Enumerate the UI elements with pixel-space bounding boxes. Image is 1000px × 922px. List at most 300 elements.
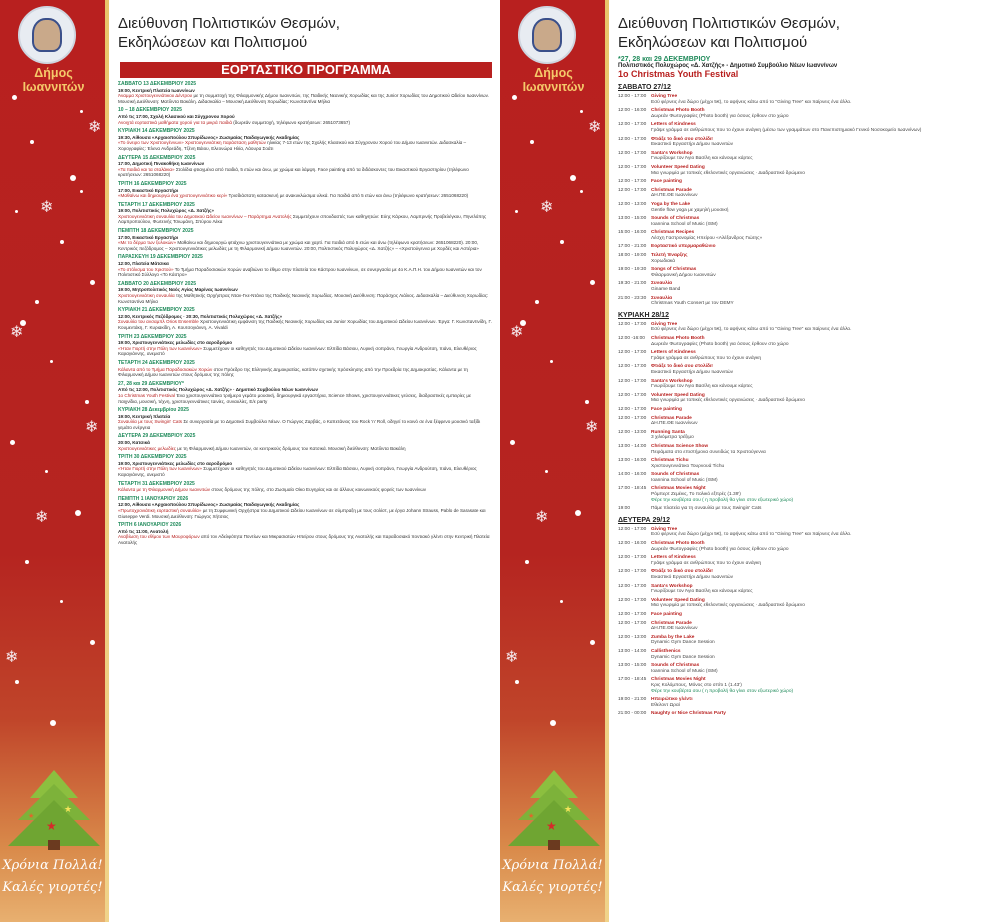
snow-dot <box>575 510 581 516</box>
event-block <box>118 229 492 251</box>
event-place: 12:00, Αίθουσα «Αρχαιοπούλου Σπυρίδωνος» Ζωσιμαίας Παιδαγωγικής Ακαδημίας <box>118 502 300 508</box>
event-place: 20:00, Κατσικά <box>118 440 150 446</box>
event-text: Συμμετέχουν σπουδαστές των καθηγητών: Εύης Κάρκου, Λαμπρινής Προβελέγκου, Πηνελόπης Λαμπροπούλου, Φωτεινής Τσιωμάνη, Σπύρου Λέκα <box>118 213 487 225</box>
event-place: Από τις 12:00, Πολιτιστικός Πολυχώρος «Δ. Χατζής» · Δημοτικό Συμβούλιο Νέων Ιωαννίνων <box>118 387 319 393</box>
schedule-desc: Μια γνωριμία με τοπικές εθελοντικές οργανώσεις · Διαδραστικό δρώμενο <box>651 603 805 609</box>
schedule-body <box>651 677 793 694</box>
schedule-time: 12:00 - 13:00 <box>618 429 647 435</box>
snow-dot <box>550 720 556 726</box>
schedule-body <box>651 322 851 333</box>
program-page-right <box>500 0 1000 922</box>
event-block <box>118 182 492 199</box>
event-description <box>118 293 492 304</box>
schedule-desc: 3 χιλιόμετρα τρέξιμο <box>651 435 694 441</box>
event-title: «Με το δέρμα των ξυλοκών» <box>118 240 178 246</box>
svg-text:★: ★ <box>46 819 57 833</box>
schedule-body <box>651 541 789 552</box>
snow-dot <box>90 280 95 285</box>
event-date: ΚΥΡΙΑΚΗ 28 Δεκεμβρίου 2025 <box>118 407 189 414</box>
event-text: Χριστουγεννιάτικη εμφάνιση της Παιδικής Νεανικής Χορωδίας και Junior Χορωδίας του Δημοτικού Ωδείου Ιωαννίνων. Έργα: Γ. Κωνσταντινίδη, Γ. Κουμεντάκη, Γ. Κυριακίδη, Α. Κουτσογιάννη, A. Vivaldi <box>118 319 492 330</box>
schedule-title: Letters of Kindness <box>651 350 696 356</box>
schedule-body <box>651 598 805 609</box>
schedule-desc: Εικαστικό Εργαστήρι Δήμου Ιωαννιτών <box>651 369 734 375</box>
schedule-desc: Εσύ φέρνεις ένα δώρο (μέχρι 5€), το αφήνεις κάτω από το "Giving Tree" και παίρνεις ένα άλλο. <box>651 327 852 333</box>
snow-dot <box>585 400 589 404</box>
schedule-time: 12:00 - 16:00 <box>618 108 647 114</box>
schedule-time: 21:00 - 00:00 <box>618 711 647 717</box>
event-text: από τον Αδελφότητα Ποντίων και Μικρασιατών Ηπείρου στους δρόμους της Ανατολής και παραδοσιακό ποντιακό γλέντι στην Κεντρική Πλατεία Ανατολής <box>118 534 490 545</box>
event-text: στους δρόμους της πόλης, στο Ζωσιμαίο Οίκο Ευγηρίας και σε άλλους κοινωνικούς φορείς των Ιωαννίνων <box>211 487 427 493</box>
schedule-item <box>618 188 992 199</box>
schedule-desc: Μια γνωριμία με τοπικές εθελοντικές οργανώσεις · Διαδραστικό δρώμενο <box>651 170 805 176</box>
event-block <box>118 203 492 225</box>
schedule-title: Letters of Kindness <box>651 122 696 128</box>
event-date: ΤΕΤΑΡΤΗ 24 ΔΕΚΕΜΒΡΙΟΥ 2025 <box>118 359 195 366</box>
snow-dot <box>80 190 83 193</box>
schedule-time: 12:00 - 17:00 <box>618 364 647 370</box>
schedule-item <box>618 635 992 646</box>
schedule-title: Christmas Science Show <box>651 443 709 449</box>
schedule-item <box>618 612 992 618</box>
schedule-time: 12:00 - 17:00 <box>618 611 647 617</box>
schedule-item <box>618 569 992 580</box>
event-title: Άναμμα Χριστουγεννιάτικου Δέντρου <box>118 93 194 99</box>
event-block <box>118 523 492 545</box>
schedule-time: 12:00 - 17:00 <box>618 321 647 327</box>
schedule-item <box>618 458 992 469</box>
christmas-tree-icon <box>508 770 600 850</box>
event-place: Από τις 17:00, Σχολή Κλασικού και Σύγχρονου Χορού <box>118 113 235 119</box>
event-date: ΣΑΒΒΑΤΟ 13 ΔΕΚΕΜΒΡΙΟΥ 2025 <box>118 81 197 87</box>
schedule-desc: Ioannina School of Music (ISM) <box>651 221 718 227</box>
event-description <box>118 534 492 545</box>
event-title: Χριστουγεννιάτικη συναυλία του Δημοτικού Ωδείου Ιωαννίνων – Παράρτημα Ανατολής <box>118 213 293 219</box>
snow-dot <box>45 470 48 473</box>
event-title: «Τα παιδιά και τα σταλάκια» <box>118 166 176 172</box>
municipality-name: Δήμος Ιωαννιτών <box>522 66 585 94</box>
event-place: 17:00, Εικαστικό Εργαστήρι <box>118 234 179 240</box>
event-description <box>118 267 492 278</box>
schedule-item <box>618 244 992 250</box>
event-title: «Πρωτοχρονιάτικη εορταστική συναυλία» <box>118 508 203 513</box>
schedule-title: Zumba by the Lake <box>651 634 695 640</box>
event-date: ΠΕΜΠΤΗ 18 ΔΕΚΕΜΒΡΙΟΥ 2025 <box>118 228 194 235</box>
schedule-time: 12:00 - 17:00 <box>618 378 647 384</box>
schedule-body <box>651 216 718 227</box>
schedule-title: Volunteer Speed Dating <box>651 164 705 170</box>
schedule-body <box>651 281 680 292</box>
department-title-line-2: Εκδηλώσεων και Πολιτισμού <box>618 34 808 51</box>
schedule-desc: Ioannina School of Music (ISM) <box>651 668 718 674</box>
program-title-banner: ΕΟΡΤΑΣΤΙΚΟ ΠΡΟΓΡΑΜΜΑ <box>120 62 492 78</box>
snow-dot <box>80 110 83 113</box>
schedule-time: 17:00 - 21:00 <box>618 244 647 250</box>
event-block <box>118 308 492 330</box>
event-block <box>118 255 492 277</box>
schedule-time: 13:00 - 15:00 <box>618 663 647 669</box>
schedule-time: 13:00 - 15:00 <box>618 216 647 222</box>
schedule-time: 19:00 - 19:30 <box>618 267 647 273</box>
schedule-body <box>651 267 716 278</box>
event-date: ΤΕΤΑΡΤΗ 31 ΔΕΚΕΜΒΡΙΟΥ 2025 <box>118 480 195 487</box>
event-date: ΠΕΜΠΤΗ 1 ΙΑΝΟΥΑΡΙΟΥ 2026 <box>118 495 189 502</box>
schedule-title: Santa's Workshop <box>651 378 693 384</box>
event-text: Μαθαίνω και δημιουργώ φτιάχνω χριστουγεννιάτικα με χρώμα και χαρτί. Για παιδιά από 5 ετών και άνω (τηλέφωνο κρατήσεων: 2651068220). 20:00, Κεντρικός πεζόδρομος – Χριστουγεννιάτικες μελωδίες με τη Φιλαρμονική Δήμου Ιωαννιτών. 20:00, Πολιτιστικός Πολυχώρος «Δ. Χατζής» – «Χριστούγεννα με Χορδές και Αστέρια» <box>118 240 479 251</box>
schedule-item <box>618 202 992 213</box>
schedule-title: Sounds of Christmas <box>651 663 700 669</box>
schedule-desc: Εσύ φέρνεις ένα δώρο (μέχρι 5€), το αφήνεις κάτω από το "Giving Tree" και παίρνεις ένα άλλο. <box>651 99 852 105</box>
schedule-body <box>651 527 851 538</box>
festival-schedule <box>618 84 992 717</box>
schedule-body <box>651 621 698 632</box>
event-place: 12:00, Κεντρικός Πεζόδρομος · 20:30, Πολιτιστικός Πολυχώρος «Δ. Χατζής» <box>118 313 283 319</box>
snow-dot <box>570 175 576 181</box>
schedule-item <box>618 151 992 162</box>
schedule-time: 12:00 - 17:00 <box>618 526 647 532</box>
svg-text:★: ★ <box>546 819 557 833</box>
schedule-body <box>651 612 682 618</box>
municipality-logo-icon <box>518 6 576 64</box>
event-title: Ανοιχτά εορταστικά μαθήματα χορού για τα μικρά παιδιά <box>118 119 234 125</box>
event-text: με τη Φιλαρμονική Δήμου Ιωαννιτών, σε κεντρικούς δρόμους του Κατσικά. Μουσική διεύθυνση: Ματίλντα Βακάλη <box>177 445 406 451</box>
schedule-title: Songs of Christmas <box>651 267 697 273</box>
schedule-title: Φτιάξε το δικό σου στολίδι! <box>651 136 713 142</box>
schedule-item <box>618 527 992 538</box>
schedule-time: 12:00 - 17:00 <box>618 620 647 626</box>
schedule-title: Συναυλία <box>651 295 673 301</box>
schedule-desc: Φιλαρμονική Δήμου Ιωαννιτών <box>651 272 716 278</box>
schedule-time: 12:00 - 13:00 <box>618 634 647 640</box>
snow-dot <box>525 560 529 564</box>
svg-text:★: ★ <box>28 813 35 820</box>
event-block <box>118 282 492 304</box>
event-title: «Ήταν Γιορτή στην Πόλη των Ιωαννίνων» <box>118 345 204 351</box>
schedule-body <box>651 230 762 241</box>
snow-dot <box>60 600 63 603</box>
event-title: Αναβίωση του εθίμου των Μαυροφόρων <box>118 534 201 540</box>
schedule-body <box>651 393 805 404</box>
schedule-title: Volunteer Speed Dating <box>651 392 705 398</box>
event-text: στον Πρόεδρο της Ελληνικής Δημοκρατίας, κατόπιν σχετικής πρόσκλησης από την Προεδρία της Δημοκρατίας. Κάλαντα με τη Φιλαρμονική Δήμου Ιωαννιτών στους δρόμους της πόλης <box>118 366 468 378</box>
schedule-desc: Εσύ φέρνεις ένα δώρο (μέχρι 5€), το αφήνεις κάτω από το "Giving Tree" και παίρνεις ένα άλλο. <box>651 532 852 538</box>
event-title: Χριστουγεννιάτικες μελωδίες <box>118 445 178 451</box>
schedule-item <box>618 555 992 566</box>
christmas-tree-icon <box>8 770 100 850</box>
snow-dot <box>15 680 19 684</box>
snow-dot <box>90 640 95 645</box>
schedule-time: 12:00 - 17:00 <box>618 597 647 603</box>
schedule-desc: Δωρεάν Φωτογραφίες (Photo booth) για όσους έρθουν στο χώρο <box>651 546 789 552</box>
department-title-line-2: Εκδηλώσεων και Πολιτισμού <box>118 34 308 51</box>
schedule-time: 13:00 - 14:00 <box>618 648 647 654</box>
event-place: 19:00, Μητροπολιτικός Ναός Αγίας Μαρίνας Ιωαννίνων <box>118 287 238 293</box>
snow-dot <box>535 300 539 304</box>
event-date: 27, 28 και 29 ΔΕΚΕΜΒΡΙΟΥ* <box>118 380 184 387</box>
schedule-item <box>618 486 992 503</box>
snowflake-icon: ❄ <box>505 649 519 666</box>
schedule-desc: Christmas Youth Consert με τον DEMY <box>651 301 734 307</box>
schedule-time: 12:00 - 17:00 <box>618 136 647 142</box>
schedule-time: 12:00 - 17:00 <box>618 569 647 575</box>
schedule-time: 12:00 - 17:00 <box>618 150 647 156</box>
svg-text:★: ★ <box>528 813 535 820</box>
schedule-desc: Δωρεάν Φωτογραφίες (Photo booth) για όσους έρθουν στο χώρο <box>651 113 789 119</box>
schedule-body <box>651 416 698 427</box>
schedule-item <box>618 598 992 609</box>
department-title-line-1: Διεύθυνση Πολιτιστικών Θεσμών, <box>118 15 340 32</box>
event-title: «Μαθαίνω και δημιουργώ ένα χριστουγεννιάτικο κερί» <box>118 193 229 199</box>
schedule-item <box>618 697 992 708</box>
schedule-body <box>651 407 682 413</box>
snow-dot <box>510 440 515 445</box>
event-date: ΠΑΡΑΣΚΕΥΗ 19 ΔΕΚΕΜΒΡΙΟΥ 2025 <box>118 254 203 261</box>
band-gold-edge <box>605 0 609 922</box>
event-title: Χριστουγεννιάτικη συναυλία <box>118 293 176 298</box>
schedule-body <box>651 555 761 566</box>
event-description <box>118 367 492 378</box>
snowflake-icon: ❄ <box>85 419 99 436</box>
schedule-body <box>651 506 761 512</box>
schedule-item <box>618 267 992 278</box>
event-description <box>118 140 492 151</box>
schedule-title: Yoga by the Lake <box>651 201 691 207</box>
event-text: Τρισδιάστατη κατασκευή με ανακυκλώσιμα υλικά. Για παιδιά από 5 ετών και άνω (τηλέφωνο κρατήσεων: 2651068220) <box>228 193 469 199</box>
schedule-body <box>651 296 734 307</box>
snow-dot <box>12 95 17 100</box>
schedule-title: Santa's Workshop <box>651 583 693 589</box>
event-description <box>118 319 492 330</box>
event-date: ΤΡΙΤΗ 30 ΔΕΚΕΜΒΡΙΟΥ 2025 <box>118 454 187 461</box>
snow-dot <box>75 510 81 516</box>
schedule-body <box>651 253 687 264</box>
event-date: ΚΥΡΙΑΚΗ 21 ΔΕΚΕΜΒΡΙΟΥ 2025 <box>118 307 195 314</box>
schedule-desc: Dynamic Gym Dance Session <box>651 640 715 646</box>
schedule-desc: Δωρεάν Φωτογραφίες (Photo booth) για όσους έρθουν στο χώρο <box>651 341 789 347</box>
event-block <box>118 361 492 378</box>
event-text: της Μαθητικής Ορχήστρας Νταν-Γκε-Ντάνα της Παιδικής Νεανικής Χορωδίας. Μουσική Διεύθυνση: Παράσχος Λιάλιος. Διδασκαλία – Διεύθυνση Χορωδίας: Κωνσταντίνα Μήλια <box>118 293 489 304</box>
schedule-desc: ΔΗ.ΠΕ.ΘΕ Ιωαννίνων <box>651 421 698 427</box>
event-block <box>118 156 492 178</box>
schedule-time: 12:00 - 17:00 <box>618 555 647 561</box>
schedule-note: Φέρε την κουβέρτα σου ( η προβολή θα γίνει στον εξωτερικό χώρο) <box>651 688 794 694</box>
schedule-title: Giving Tree <box>651 94 678 99</box>
schedule-title: Sounds of Christmas <box>651 216 700 222</box>
event-place: 19:00, Χριστουγεννιάτικες μελωδίες στο αεροδρόμιο <box>118 340 233 346</box>
schedule-time: 12:00 - 17:00 <box>618 179 647 185</box>
schedule-desc: Γνωρίζουμε τον Άγιο Βασίλη και κάνουμε κάρτες <box>651 589 753 595</box>
event-place: 12:00, Πλατεία Μάτσικα <box>118 261 169 267</box>
schedule-time: 12:00 -16:00 <box>618 336 645 341</box>
schedule-time: 12:00 - 17:00 <box>618 187 647 193</box>
schedule-item <box>618 296 992 307</box>
schedule-body <box>651 584 753 595</box>
schedule-title: Naughty or Nice Christmas Party <box>651 711 726 717</box>
greeting-line-1: Χρόνια Πολλά! <box>502 858 603 873</box>
schedule-desc: Κρις Κολόμπους, Μόνος στο σπίτι 1 (1.43') <box>651 682 742 688</box>
schedule-item <box>618 430 992 441</box>
schedule-body <box>651 379 753 390</box>
event-description <box>118 466 492 477</box>
schedule-item <box>618 649 992 660</box>
schedule-body <box>651 472 718 483</box>
event-text: Στολίδια φτιαγμένα από παιδιά, 5 ετών και άνω, με χρώμα και λάμψη. Face painting από τα διδάσκοντες του Εικαστικού Εργαστηρίου (τηλέφωνο κρατήσεων: 2651068220) <box>118 166 469 178</box>
event-place: 19:30, Αίθουσα «Αρχαιοπούλου Σπυρίδωνος» Ζωσιμαίας Παιδαγωγικής Ακαδημίας <box>118 134 300 140</box>
snow-dot <box>550 360 553 363</box>
band-gold-edge <box>105 0 109 922</box>
event-place: 19:00, Πολιτιστικός Πολυχώρος «Δ. Χατζής» <box>118 208 214 214</box>
schedule-desc: Πειράματα στο επιστήμονα συνειδώς τα Χριστούγεννα <box>651 449 766 455</box>
schedule-body <box>651 179 682 185</box>
event-date: ΣΑΒΒΑΤΟ 20 ΔΕΚΕΜΒΡΙΟΥ 2025 <box>118 280 197 287</box>
schedule-item <box>618 393 992 404</box>
event-text: ηλικίας 7-13 ετών της Σχολής Κλασικού και Σύγχρονου Χορού του Δήμου Ιωαννιτών. Διδασκαλία – Χορογραφίες: Έλενα Ανδρεάδη, Τζένη Βάιου, Ελεονώρα Ηλία, Λάουρα Σοάτι <box>118 140 467 151</box>
snow-dot <box>35 300 39 304</box>
schedule-title: Santa's Workshop <box>651 150 693 156</box>
snow-dot <box>15 210 18 213</box>
schedule-body <box>651 635 715 646</box>
event-title: «Το στόλισμα του Χριστού» <box>118 266 175 272</box>
event-date: ΤΡΙΤΗ 6 ΙΑΝΟΥΑΡΙΟΥ 2026 <box>118 522 182 529</box>
event-text: με τη συμμετοχή της Φιλαρμονικής Δήμου Ιωαννιτών, της Παιδικής Νεανικής Χορωδίας και της Junior Χορωδίας του Δημοτικού Ωδείου Ιωαννίνων. Μουσική Διεύθυνση: Ματίλντα Βακάλη. Διδασκαλία – Μουσική Διεύθυνση Χορωδίας: Κωνσταντίνα Μήλια <box>118 93 490 104</box>
schedule-time: 12:00 - 13:00 <box>618 201 647 207</box>
schedule-time: 19:00 <box>618 506 631 512</box>
schedule-title: Giving Tree <box>651 321 678 327</box>
event-place: 19:00, Χριστουγεννιάτικες μελωδίες στο αεροδρόμιο <box>118 460 233 466</box>
day-heading: ΔΕΥΤΕΡΑ 29/12 <box>618 516 670 524</box>
schedule-item <box>618 677 992 694</box>
schedule-desc: Γράψε γράμμα σε ανθρώπους που το έχουν ανάγκη (μέσω των γραμμάτων στο Πανεπιστημιακό Γενικό Νοσοκομείο Ιωαννίνων) <box>651 127 922 133</box>
snow-dot <box>512 95 517 100</box>
schedule-item <box>618 584 992 595</box>
schedule-time: 12:00 - 17:00 <box>618 415 647 421</box>
event-block <box>118 497 492 519</box>
schedule-item <box>618 472 992 483</box>
event-description <box>118 346 492 357</box>
event-date: ΔΕΥΤΕΡΑ 29 ΔΕΚΕΜΒΡΙΟΥ 2025 <box>118 433 196 440</box>
schedule-item <box>618 350 992 361</box>
event-block <box>118 82 492 104</box>
snowflake-icon: ❄ <box>588 119 602 136</box>
event-block <box>118 382 492 404</box>
schedule-body <box>651 649 715 660</box>
schedule-time: 12:00 - 17:00 <box>618 350 647 356</box>
snow-dot <box>50 720 56 726</box>
event-title: 1o Christmas Youth Festival <box>118 392 177 398</box>
schedule-title: Letters of Kindness <box>651 555 696 561</box>
schedule-item <box>618 281 992 292</box>
schedule-desc: Γνωρίζουμε τον Άγιο Βασίλη και κάνουμε κάρτες <box>651 156 753 162</box>
schedule-item <box>618 506 992 512</box>
snow-dot <box>85 400 89 404</box>
event-date: 10 – 18 ΔΕΚΕΜΒΡΙΟΥ 2025 <box>118 107 182 114</box>
schedule-title: Christmas Photo Booth <box>651 108 705 114</box>
schedule-time: 13:00 - 16:00 <box>618 458 647 464</box>
program-content <box>118 14 492 546</box>
event-date: ΚΥΡΙΑΚΗ 14 ΔΕΚΕΜΒΡΙΟΥ 2025 <box>118 128 195 135</box>
schedule-item <box>618 663 992 674</box>
snow-dot <box>580 190 583 193</box>
event-description <box>118 93 492 104</box>
schedule-title: Face painting <box>651 406 682 412</box>
schedule-desc: Εικαστικό Εργαστήρι Δήμου Ιωαννιτών <box>651 142 734 148</box>
municipality-logo-icon <box>18 6 76 64</box>
event-text: Σε συνεργασία με το Δημοτικό Συμβούλιο Νέων. Ο Γιώργος Ζαρβάς, ο Καπετάνιος του Rock 'n' Roll, οδηγεί το κοινό σε ένα ξέφρενο μουσικό ταξίδι γεμάτο ενέργεια <box>118 419 481 430</box>
schedule-desc: Γράψε γράμμα σε ανθρώπους που το έχουν ανάγκη <box>651 355 762 361</box>
schedule-body <box>651 202 728 213</box>
schedule-item <box>618 165 992 176</box>
schedule-item <box>618 444 992 455</box>
snow-dot <box>580 110 583 113</box>
snow-dot <box>30 140 34 144</box>
event-title: «Το όνειρο των Χριστουγέννων» Χριστουγεννιάτικη παράσταση μαθητών <box>118 140 268 146</box>
event-date: ΔΕΥΤΕΡΑ 15 ΔΕΚΕΜΒΡΙΟΥ 2025 <box>118 154 196 161</box>
schedule-time: 18:00 - 19:00 <box>618 253 647 259</box>
event-text: Συμμετέχουν οι καθηγητές του Δημοτικού Ωδείου Ιωαννίνων: Ελπίδα Βάσιου, Λυρική σοπράνο, Γεωργία Ανδρούτση, πιάνο, Ελευθέριος Καραγιάννης, ανεμιστό <box>118 466 477 478</box>
schedule-title: Face painting <box>651 179 682 185</box>
snow-dot <box>10 440 15 445</box>
schedule-desc: Μια γνωριμία με τοπικές εθελοντικές οργανώσεις · Διαδραστικό δρώμενο <box>651 398 805 404</box>
snow-dot <box>515 680 519 684</box>
schedule-title: Callisthenics <box>651 648 681 654</box>
snowflake-icon: ❄ <box>510 324 524 341</box>
schedule-item <box>618 364 992 375</box>
event-place: 19:00, Κεντρική Πλατεία Ιωαννίνων <box>118 87 195 93</box>
event-description <box>118 487 492 493</box>
event-title: Συναυλία του ανσαμπλ Orios Ensemble <box>118 319 200 325</box>
schedule-time: 14:00 - 16:00 <box>618 472 647 478</box>
event-description <box>118 393 492 404</box>
schedule-body <box>651 364 733 375</box>
schedule-time: 12:00 - 17:00 <box>618 122 647 128</box>
day-heading: ΚΥΡΙΑΚΗ 28/12 <box>618 311 669 319</box>
schedule-desc: Γράψε γράμμα σε ανθρώπους που το έχουν ανάγκη <box>651 560 762 566</box>
schedule-item <box>618 407 992 413</box>
schedule-body <box>651 486 793 503</box>
event-place: 19:00, Κεντρική πλατεία <box>118 413 171 419</box>
event-text: (δωρεάν συμμετοχή, τηλέφωνο κρατήσεων: 2651073657) <box>233 119 350 125</box>
event-description <box>118 214 492 225</box>
schedule-time: 15:00 - 16:00 <box>618 230 647 236</box>
schedule-time: 12:00 - 17:00 <box>618 392 647 398</box>
event-block <box>118 434 492 451</box>
schedule-title: Christmas Photo Booth <box>651 541 705 547</box>
schedule-body <box>651 244 716 250</box>
schedule-item <box>618 108 992 119</box>
event-description <box>118 193 492 199</box>
schedule-time: 19:30 - 21:00 <box>618 281 647 287</box>
event-title: Κάλαντα από το Τμήμα Παραδοσιακών Χορών <box>118 366 214 372</box>
schedule-time: 12:00 - 17:00 <box>618 94 647 99</box>
schedule-item <box>618 416 992 427</box>
department-title-line-1: Διεύθυνση Πολιτιστικών Θεσμών, <box>618 15 840 32</box>
schedule-item <box>618 541 992 552</box>
schedule-desc: Εθελοντ Ωραί <box>651 702 680 708</box>
festival-content <box>618 14 992 717</box>
schedule-desc: Πάμε πλατεία για τη συναυλία με τους Swingin' Cats <box>651 506 762 512</box>
schedule-desc: Χορωδιακά <box>651 258 675 264</box>
event-block <box>118 108 492 125</box>
snowflake-icon: ❄ <box>35 509 49 526</box>
svg-text:★: ★ <box>564 804 573 814</box>
schedule-body <box>651 350 761 361</box>
schedule-title: Φτιάξε το δικό σου στολίδι! <box>651 364 713 370</box>
schedule-body <box>651 151 753 162</box>
event-description <box>118 508 492 519</box>
schedule-body <box>651 122 921 133</box>
event-block <box>118 408 492 430</box>
schedule-body <box>651 137 733 148</box>
festival-dates: *27, 28 και 29 ΔΕΚΕΜΒΡΙΟΥ <box>618 56 711 63</box>
